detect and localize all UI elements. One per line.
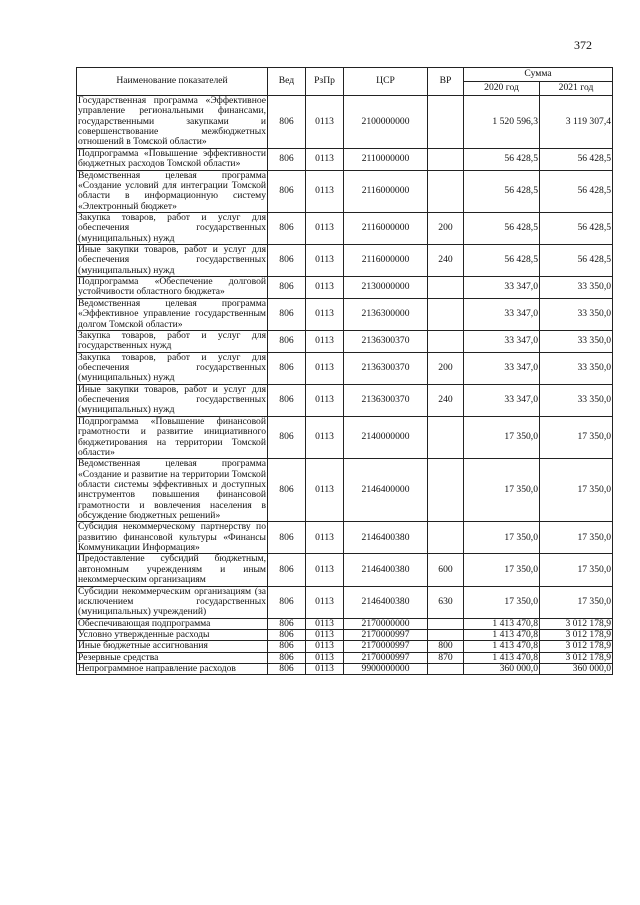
row-rzpr: 0113 [306,522,344,554]
row-sum-2021: 17 350,0 [540,459,613,522]
row-sum-2021: 3 119 307,4 [540,96,613,149]
row-name: Иные бюджетные ассигнования [77,641,268,652]
table-row [77,170,613,212]
row-vr [428,170,464,212]
row-vr [428,416,464,458]
row-name: Государственная программа «Эффективное управление региональными финансами, государственными закупками и совершенствование межбюджетных отношений в Томской области» [78,95,266,148]
row-sum-2021: 3 012 178,9 [540,629,613,640]
table-row [77,554,613,586]
row-sum-2021: 33 350,0 [540,298,613,330]
row-csr: 2170000997 [344,652,428,663]
row-sum-2021: 56 428,5 [540,245,613,277]
row-rzpr: 0113 [306,170,344,212]
row-name: Закупка товаров, работ и услуг для обеспечения государственных (муниципальных) нужд [78,211,266,244]
row-sum-2021: 17 350,0 [540,586,613,618]
page-number: 372 [574,38,592,52]
row-sum-2020: 1 413 470,8 [464,629,540,640]
row-vr [428,522,464,554]
row-ved: 806 [268,522,306,554]
row-csr: 2136300000 [344,298,428,330]
table-row [77,384,613,416]
row-csr: 2136300370 [344,384,428,416]
table-row [77,96,613,149]
row-sum-2020: 56 428,5 [464,148,540,170]
table-row [77,629,613,640]
row-name: Предоставление субсидий бюджетным, автономным учреждениям и иным некоммерческим организациям [78,553,266,586]
row-csr: 2146400380 [344,586,428,618]
row-csr: 2146400380 [344,554,428,586]
header-name: Наименование показателей [77,68,268,96]
row-csr: 2170000000 [344,618,428,629]
row-name: Условно утвержденные расходы [77,629,268,640]
row-sum-2021: 3 012 178,9 [540,652,613,663]
row-rzpr: 0113 [306,212,344,244]
table-row [77,664,613,675]
row-name: Субсидии некоммерческим организациям (за исключением государственных (муниципальных) учреждений) [78,585,266,618]
header-csr: ЦСР [344,68,428,96]
row-name: Ведомственная целевая программа «Эффективное управление государственным долгом Томской области» [78,297,266,330]
row-sum-2020: 33 347,0 [464,352,540,384]
row-ved: 806 [268,384,306,416]
row-rzpr: 0113 [306,459,344,522]
header-rzpr: РзПр [306,68,344,96]
row-csr: 2130000000 [344,277,428,299]
row-sum-2020: 33 347,0 [464,298,540,330]
row-sum-2020: 33 347,0 [464,277,540,299]
row-name: Ведомственная целевая программа «Создание и развитие на территории Томской области системы эффективных и доступных инструментов повышения финансовой грамотности и вовлечения населения в обсуждение бюджетных решений» [78,458,266,522]
row-rzpr: 0113 [306,384,344,416]
row-ved: 806 [268,330,306,352]
row-rzpr: 0113 [306,148,344,170]
row-sum-2021: 3 012 178,9 [540,618,613,629]
row-csr: 9900000000 [344,664,428,675]
row-ved: 806 [268,618,306,629]
row-ved: 806 [268,245,306,277]
row-rzpr: 0113 [306,664,344,675]
row-csr: 2136300370 [344,352,428,384]
row-rzpr: 0113 [306,96,344,149]
row-sum-2021: 17 350,0 [540,416,613,458]
row-ved: 806 [268,170,306,212]
row-csr: 2110000000 [344,148,428,170]
row-ved: 806 [268,416,306,458]
row-sum-2020: 17 350,0 [464,522,540,554]
row-rzpr: 0113 [306,277,344,299]
row-csr: 2146400000 [344,459,428,522]
row-sum-2021: 33 350,0 [540,330,613,352]
row-sum-2020: 360 000,0 [464,664,540,675]
row-csr: 2116000000 [344,245,428,277]
row-sum-2020: 56 428,5 [464,212,540,244]
row-ved: 806 [268,212,306,244]
table-row [77,586,613,618]
row-rzpr: 0113 [306,298,344,330]
row-sum-2020: 1 413 470,8 [464,641,540,652]
row-ved: 806 [268,586,306,618]
row-vr: 240 [428,384,464,416]
row-sum-2021: 3 012 178,9 [540,641,613,652]
table-row [77,277,613,299]
row-vr [428,664,464,675]
row-rzpr: 0113 [306,245,344,277]
row-sum-2020: 17 350,0 [464,554,540,586]
row-name: Непрограммное направление расходов [77,664,268,675]
row-rzpr: 0113 [306,416,344,458]
row-vr [428,277,464,299]
row-sum-2020: 33 347,0 [464,384,540,416]
header-sum: Сумма [464,68,613,82]
header-vr: ВР [428,68,464,96]
row-sum-2021: 56 428,5 [540,148,613,170]
row-sum-2021: 33 350,0 [540,277,613,299]
row-ved: 806 [268,664,306,675]
row-ved: 806 [268,554,306,586]
row-ved: 806 [268,641,306,652]
row-name: Обеспечивающая подпрограмма [77,618,268,629]
row-vr: 200 [428,212,464,244]
row-ved: 806 [268,652,306,663]
row-sum-2020: 56 428,5 [464,245,540,277]
row-name: Ведомственная целевая программа «Создание условий для интеграции Томской области в информационную систему «Электронный бюджет» [78,169,266,212]
row-vr [428,298,464,330]
row-sum-2021: 17 350,0 [540,554,613,586]
row-name: Субсидия некоммерческому партнерству по развитию финансовой культуры «Финансы Коммуникации Информация» [78,521,266,554]
row-vr: 200 [428,352,464,384]
row-csr: 2116000000 [344,170,428,212]
row-name: Закупка товаров, работ и услуг для государственных нужд [78,329,266,352]
table-row [77,641,613,652]
row-rzpr: 0113 [306,586,344,618]
row-sum-2021: 33 350,0 [540,352,613,384]
row-sum-2020: 17 350,0 [464,459,540,522]
row-ved: 806 [268,96,306,149]
row-csr: 2146400380 [344,522,428,554]
row-sum-2020: 17 350,0 [464,586,540,618]
row-csr: 2170000997 [344,629,428,640]
row-name: Иные закупки товаров, работ и услуг для обеспечения государственных (муниципальных) нужд [78,383,266,416]
table-row [77,522,613,554]
row-vr [428,459,464,522]
table-row [77,298,613,330]
row-vr: 870 [428,652,464,663]
row-rzpr: 0113 [306,554,344,586]
row-sum-2021: 360 000,0 [540,664,613,675]
table-row [77,245,613,277]
row-rzpr: 0113 [306,618,344,629]
table-row [77,352,613,384]
header-year-2020: 2020 год [464,82,540,96]
row-name: Закупка товаров, работ и услуг для обеспечения государственных (муниципальных) нужд [78,351,266,384]
header-ved: Вед [268,68,306,96]
table-header [77,68,613,96]
row-name: Резервные средства [77,652,268,663]
row-rzpr: 0113 [306,652,344,663]
row-ved: 806 [268,277,306,299]
row-csr: 2170000997 [344,641,428,652]
row-sum-2021: 56 428,5 [540,212,613,244]
row-vr: 800 [428,641,464,652]
row-sum-2020: 33 347,0 [464,330,540,352]
row-ved: 806 [268,352,306,384]
row-vr [428,629,464,640]
row-vr: 600 [428,554,464,586]
row-csr: 2116000000 [344,212,428,244]
row-sum-2020: 1 413 470,8 [464,652,540,663]
table-row [77,212,613,244]
row-ved: 806 [268,148,306,170]
row-name: Подпрограмма «Повышение эффективности бюджетных расходов Томской области» [78,147,266,170]
row-vr [428,96,464,149]
row-name: Подпрограмма «Обеспечение долговой устойчивости областного бюджета» [78,276,266,298]
table-row [77,330,613,352]
row-ved: 806 [268,629,306,640]
row-sum-2020: 1 413 470,8 [464,618,540,629]
row-rzpr: 0113 [306,352,344,384]
row-sum-2021: 56 428,5 [540,170,613,212]
row-sum-2021: 33 350,0 [540,384,613,416]
row-ved: 806 [268,298,306,330]
row-ved: 806 [268,459,306,522]
table-row [77,148,613,170]
table-row [77,459,613,522]
budget-table [76,67,613,675]
row-vr [428,618,464,629]
row-rzpr: 0113 [306,641,344,652]
header-year-2021: 2021 год [540,82,613,96]
row-vr: 630 [428,586,464,618]
table-body [77,96,613,675]
table-row [77,618,613,629]
row-vr [428,330,464,352]
row-sum-2021: 17 350,0 [540,522,613,554]
row-csr: 2136300370 [344,330,428,352]
row-vr: 240 [428,245,464,277]
table-row [77,416,613,458]
row-sum-2020: 17 350,0 [464,416,540,458]
row-rzpr: 0113 [306,330,344,352]
row-sum-2020: 1 520 596,3 [464,96,540,149]
row-csr: 2100000000 [344,96,428,149]
row-rzpr: 0113 [306,629,344,640]
row-name: Подпрограмма «Повышение финансовой грамотности и развитие инициативного бюджетирования на территории Томской области» [78,415,266,458]
table-row [77,652,613,663]
row-sum-2020: 56 428,5 [464,170,540,212]
row-csr: 2140000000 [344,416,428,458]
row-name: Иные закупки товаров, работ и услуг для обеспечения государственных (муниципальных) нужд [78,244,266,276]
row-vr [428,148,464,170]
